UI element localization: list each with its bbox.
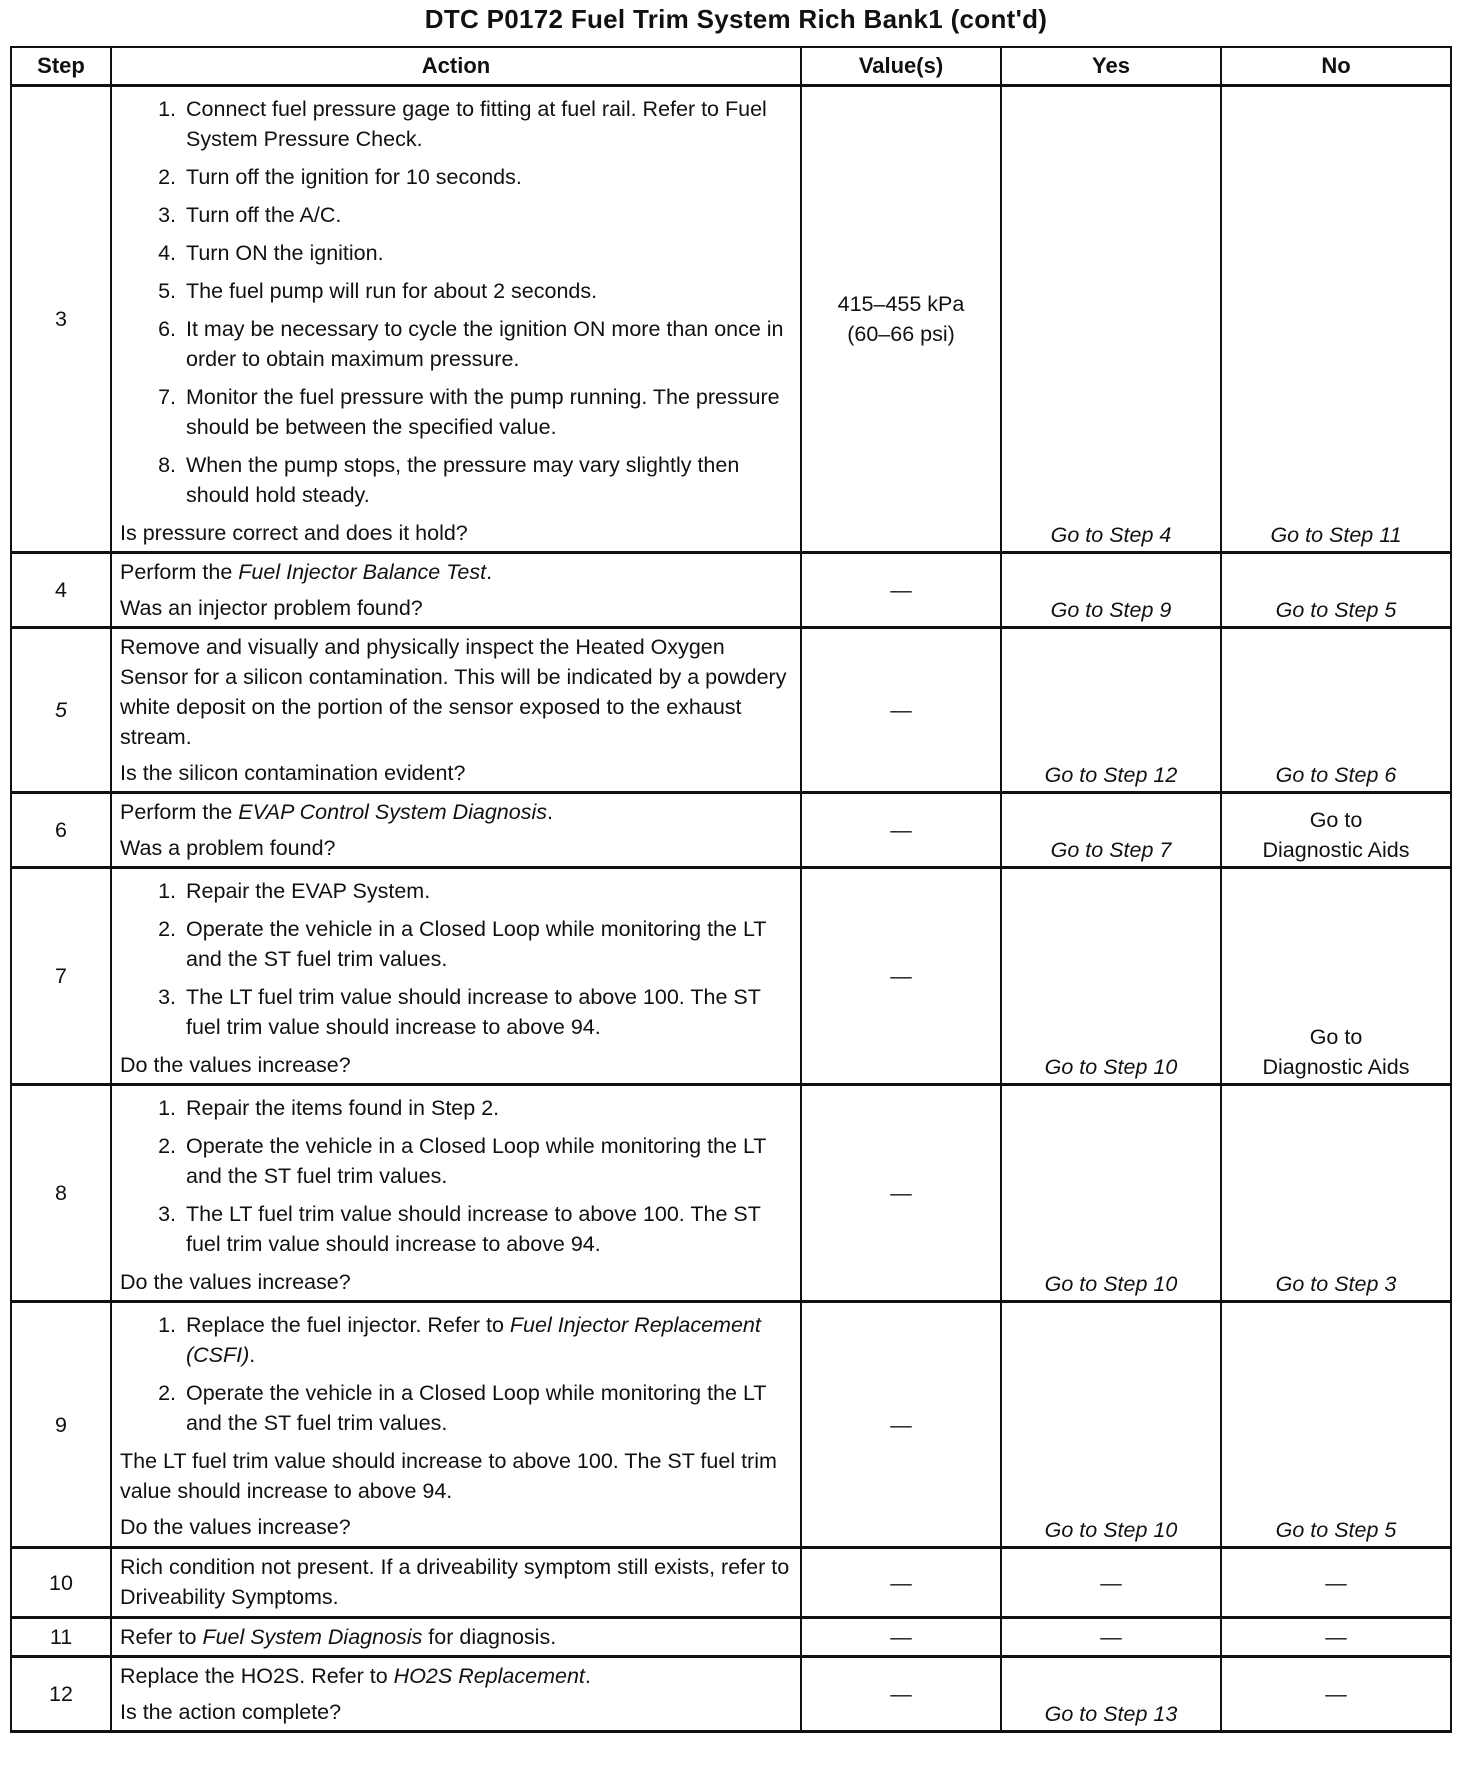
table-row <box>11 86 1451 553</box>
value-cell: — <box>801 553 1001 628</box>
procedure-reference: Fuel Injector Balance Test <box>238 560 487 584</box>
value-cell: — <box>801 628 1001 793</box>
header-yes: Yes <box>1001 47 1221 86</box>
action-question: Was an injector problem found? <box>120 596 423 620</box>
action-list-item: 3. The LT fuel trim value should increase to above 100. The ST fuel trim value should increase to above 94. <box>182 982 798 1042</box>
value-cell: — <box>801 1618 1001 1657</box>
action-list-item: 7. Monitor the fuel pressure with the pump running. The pressure should be between the specified value. <box>182 382 798 442</box>
action-text: Replace the HO2S. Refer to HO2S Replacement. <box>120 1664 591 1688</box>
no-cell <box>1221 868 1451 1085</box>
action-cell <box>111 1548 801 1618</box>
action-cell <box>111 553 801 628</box>
action-text: Refer to Fuel System Diagnosis for diagnosis. <box>120 1625 557 1649</box>
table-header-row <box>11 47 1451 86</box>
action-list-item: 5. The fuel pump will run for about 2 seconds. <box>182 276 798 306</box>
action-list-item: 2. Operate the vehicle in a Closed Loop while monitoring the LT and the ST fuel trim values. <box>182 1131 798 1191</box>
yes-cell: — <box>1001 1548 1221 1618</box>
yes-cell: Go to Step 10 <box>1001 1085 1221 1302</box>
table-row <box>11 868 1451 1085</box>
action-question: Is the silicon contamination evident? <box>120 761 466 785</box>
action-list-item: 1. Connect fuel pressure gage to fitting at fuel rail. Refer to Fuel System Pressure Check. <box>182 94 798 154</box>
action-list-item: 1. Repair the items found in Step 2. <box>182 1093 798 1123</box>
no-cell: Go to Step 11 <box>1221 86 1451 553</box>
action-text: Perform the Fuel Injector Balance Test. <box>120 560 493 584</box>
procedure-reference: EVAP Control System Diagnosis <box>238 800 547 824</box>
yes-cell: Go to Step 9 <box>1001 553 1221 628</box>
action-list-item: 2. Operate the vehicle in a Closed Loop while monitoring the LT and the ST fuel trim values. <box>182 1378 798 1438</box>
action-cell <box>111 1657 801 1732</box>
action-list-item: 6. It may be necessary to cycle the ignition ON more than once in order to obtain maximum pressure. <box>182 314 798 374</box>
value-cell: — <box>801 868 1001 1085</box>
header-step: Step <box>11 47 111 86</box>
no-line-2: Diagnostic Aids <box>1262 838 1410 862</box>
action-text: Rich condition not present. If a driveability symptom still exists, refer to Driveability Symptoms. <box>120 1555 790 1609</box>
action-cell <box>111 1302 801 1548</box>
step-number: 5 <box>11 628 111 793</box>
action-question: Do the values increase? <box>120 1053 351 1077</box>
action-cell <box>111 793 801 868</box>
action-cell <box>111 1085 801 1302</box>
step-number: 11 <box>11 1618 111 1657</box>
no-cell: Go to Step 6 <box>1221 628 1451 793</box>
action-list-item: 4. Turn ON the ignition. <box>182 238 798 268</box>
action-list <box>120 876 798 1042</box>
procedure-reference: HO2S Replacement <box>393 1664 585 1688</box>
yes-cell: Go to Step 4 <box>1001 86 1221 553</box>
step-number: 4 <box>11 553 111 628</box>
yes-cell: Go to Step 12 <box>1001 628 1221 793</box>
action-list-item: 3. The LT fuel trim value should increase to above 100. The ST fuel trim value should increase to above 94. <box>182 1199 798 1259</box>
action-list <box>120 1093 798 1259</box>
action-question: Is the action complete? <box>120 1700 342 1724</box>
no-cell: Go to Step 3 <box>1221 1085 1451 1302</box>
action-question: Do the values increase? <box>120 1270 351 1294</box>
procedure-reference: Fuel Injector Replacement (CSFI) <box>186 1313 761 1367</box>
action-cell <box>111 868 801 1085</box>
action-list-item: 1. Repair the EVAP System. <box>182 876 798 906</box>
table-row <box>11 553 1451 628</box>
procedure-reference: Fuel System Diagnosis <box>202 1625 423 1649</box>
table-row <box>11 1302 1451 1548</box>
table-row <box>11 1085 1451 1302</box>
action-text: Remove and visually and physically inspect the Heated Oxygen Sensor for a silicon contamination. This will be indicated by a powdery white deposit on the portion of the sensor exposed to the exhaust stream. <box>120 635 787 749</box>
no-line-1: Go to <box>1309 1025 1363 1049</box>
no-cell: — <box>1221 1548 1451 1618</box>
no-cell: — <box>1221 1657 1451 1732</box>
step-number: 6 <box>11 793 111 868</box>
action-list-item: 2. Operate the vehicle in a Closed Loop while monitoring the LT and the ST fuel trim values. <box>182 914 798 974</box>
header-action: Action <box>111 47 801 86</box>
action-list-item: 8. When the pump stops, the pressure may vary slightly then should hold steady. <box>182 450 798 510</box>
value-kpa: 415–455 kPa <box>837 292 965 316</box>
action-list <box>120 94 798 510</box>
yes-cell: Go to Step 13 <box>1001 1657 1221 1732</box>
value-psi: (60–66 psi) <box>847 322 955 346</box>
action-list-item: 3. Turn off the A/C. <box>182 200 798 230</box>
yes-cell: — <box>1001 1618 1221 1657</box>
no-cell <box>1221 793 1451 868</box>
action-list-item: 2. Turn off the ignition for 10 seconds. <box>182 162 798 192</box>
step-number: 9 <box>11 1302 111 1548</box>
header-values: Value(s) <box>801 47 1001 86</box>
action-text: The LT fuel trim value should increase to above 100. The ST fuel trim value should increase to above 94. <box>120 1449 777 1503</box>
step-number: 8 <box>11 1085 111 1302</box>
yes-cell: Go to Step 10 <box>1001 868 1221 1085</box>
value-cell: — <box>801 793 1001 868</box>
value-cell <box>801 86 1001 553</box>
action-cell <box>111 1618 801 1657</box>
value-cell: — <box>801 1085 1001 1302</box>
action-cell <box>111 86 801 553</box>
action-question: Is pressure correct and does it hold? <box>120 521 468 545</box>
value-cell: — <box>801 1657 1001 1732</box>
table-row <box>11 793 1451 868</box>
value-cell: — <box>801 1548 1001 1618</box>
no-cell: Go to Step 5 <box>1221 553 1451 628</box>
table-row <box>11 1618 1451 1657</box>
yes-cell: Go to Step 7 <box>1001 793 1221 868</box>
step-number: 7 <box>11 868 111 1085</box>
no-line-1: Go to <box>1309 808 1363 832</box>
step-number: 3 <box>11 86 111 553</box>
header-no: No <box>1221 47 1451 86</box>
step-number: 12 <box>11 1657 111 1732</box>
action-text: Perform the EVAP Control System Diagnosis. <box>120 800 553 824</box>
diagnostic-table <box>10 46 1452 1733</box>
action-list-item: 1. Replace the fuel injector. Refer to Fuel Injector Replacement (CSFI). <box>182 1310 798 1370</box>
no-cell: — <box>1221 1618 1451 1657</box>
step-number: 10 <box>11 1548 111 1618</box>
no-line-2: Diagnostic Aids <box>1262 1055 1410 1079</box>
page-title: DTC P0172 Fuel Trim System Rich Bank1 (cont'd) <box>424 4 1048 34</box>
action-question: Do the values increase? <box>120 1515 351 1539</box>
table-row <box>11 628 1451 793</box>
yes-cell: Go to Step 10 <box>1001 1302 1221 1548</box>
action-cell <box>111 628 801 793</box>
no-cell: Go to Step 5 <box>1221 1302 1451 1548</box>
table-row <box>11 1657 1451 1732</box>
action-question: Was a problem found? <box>120 836 336 860</box>
table-row <box>11 1548 1451 1618</box>
value-cell: — <box>801 1302 1001 1548</box>
action-list <box>120 1310 798 1438</box>
